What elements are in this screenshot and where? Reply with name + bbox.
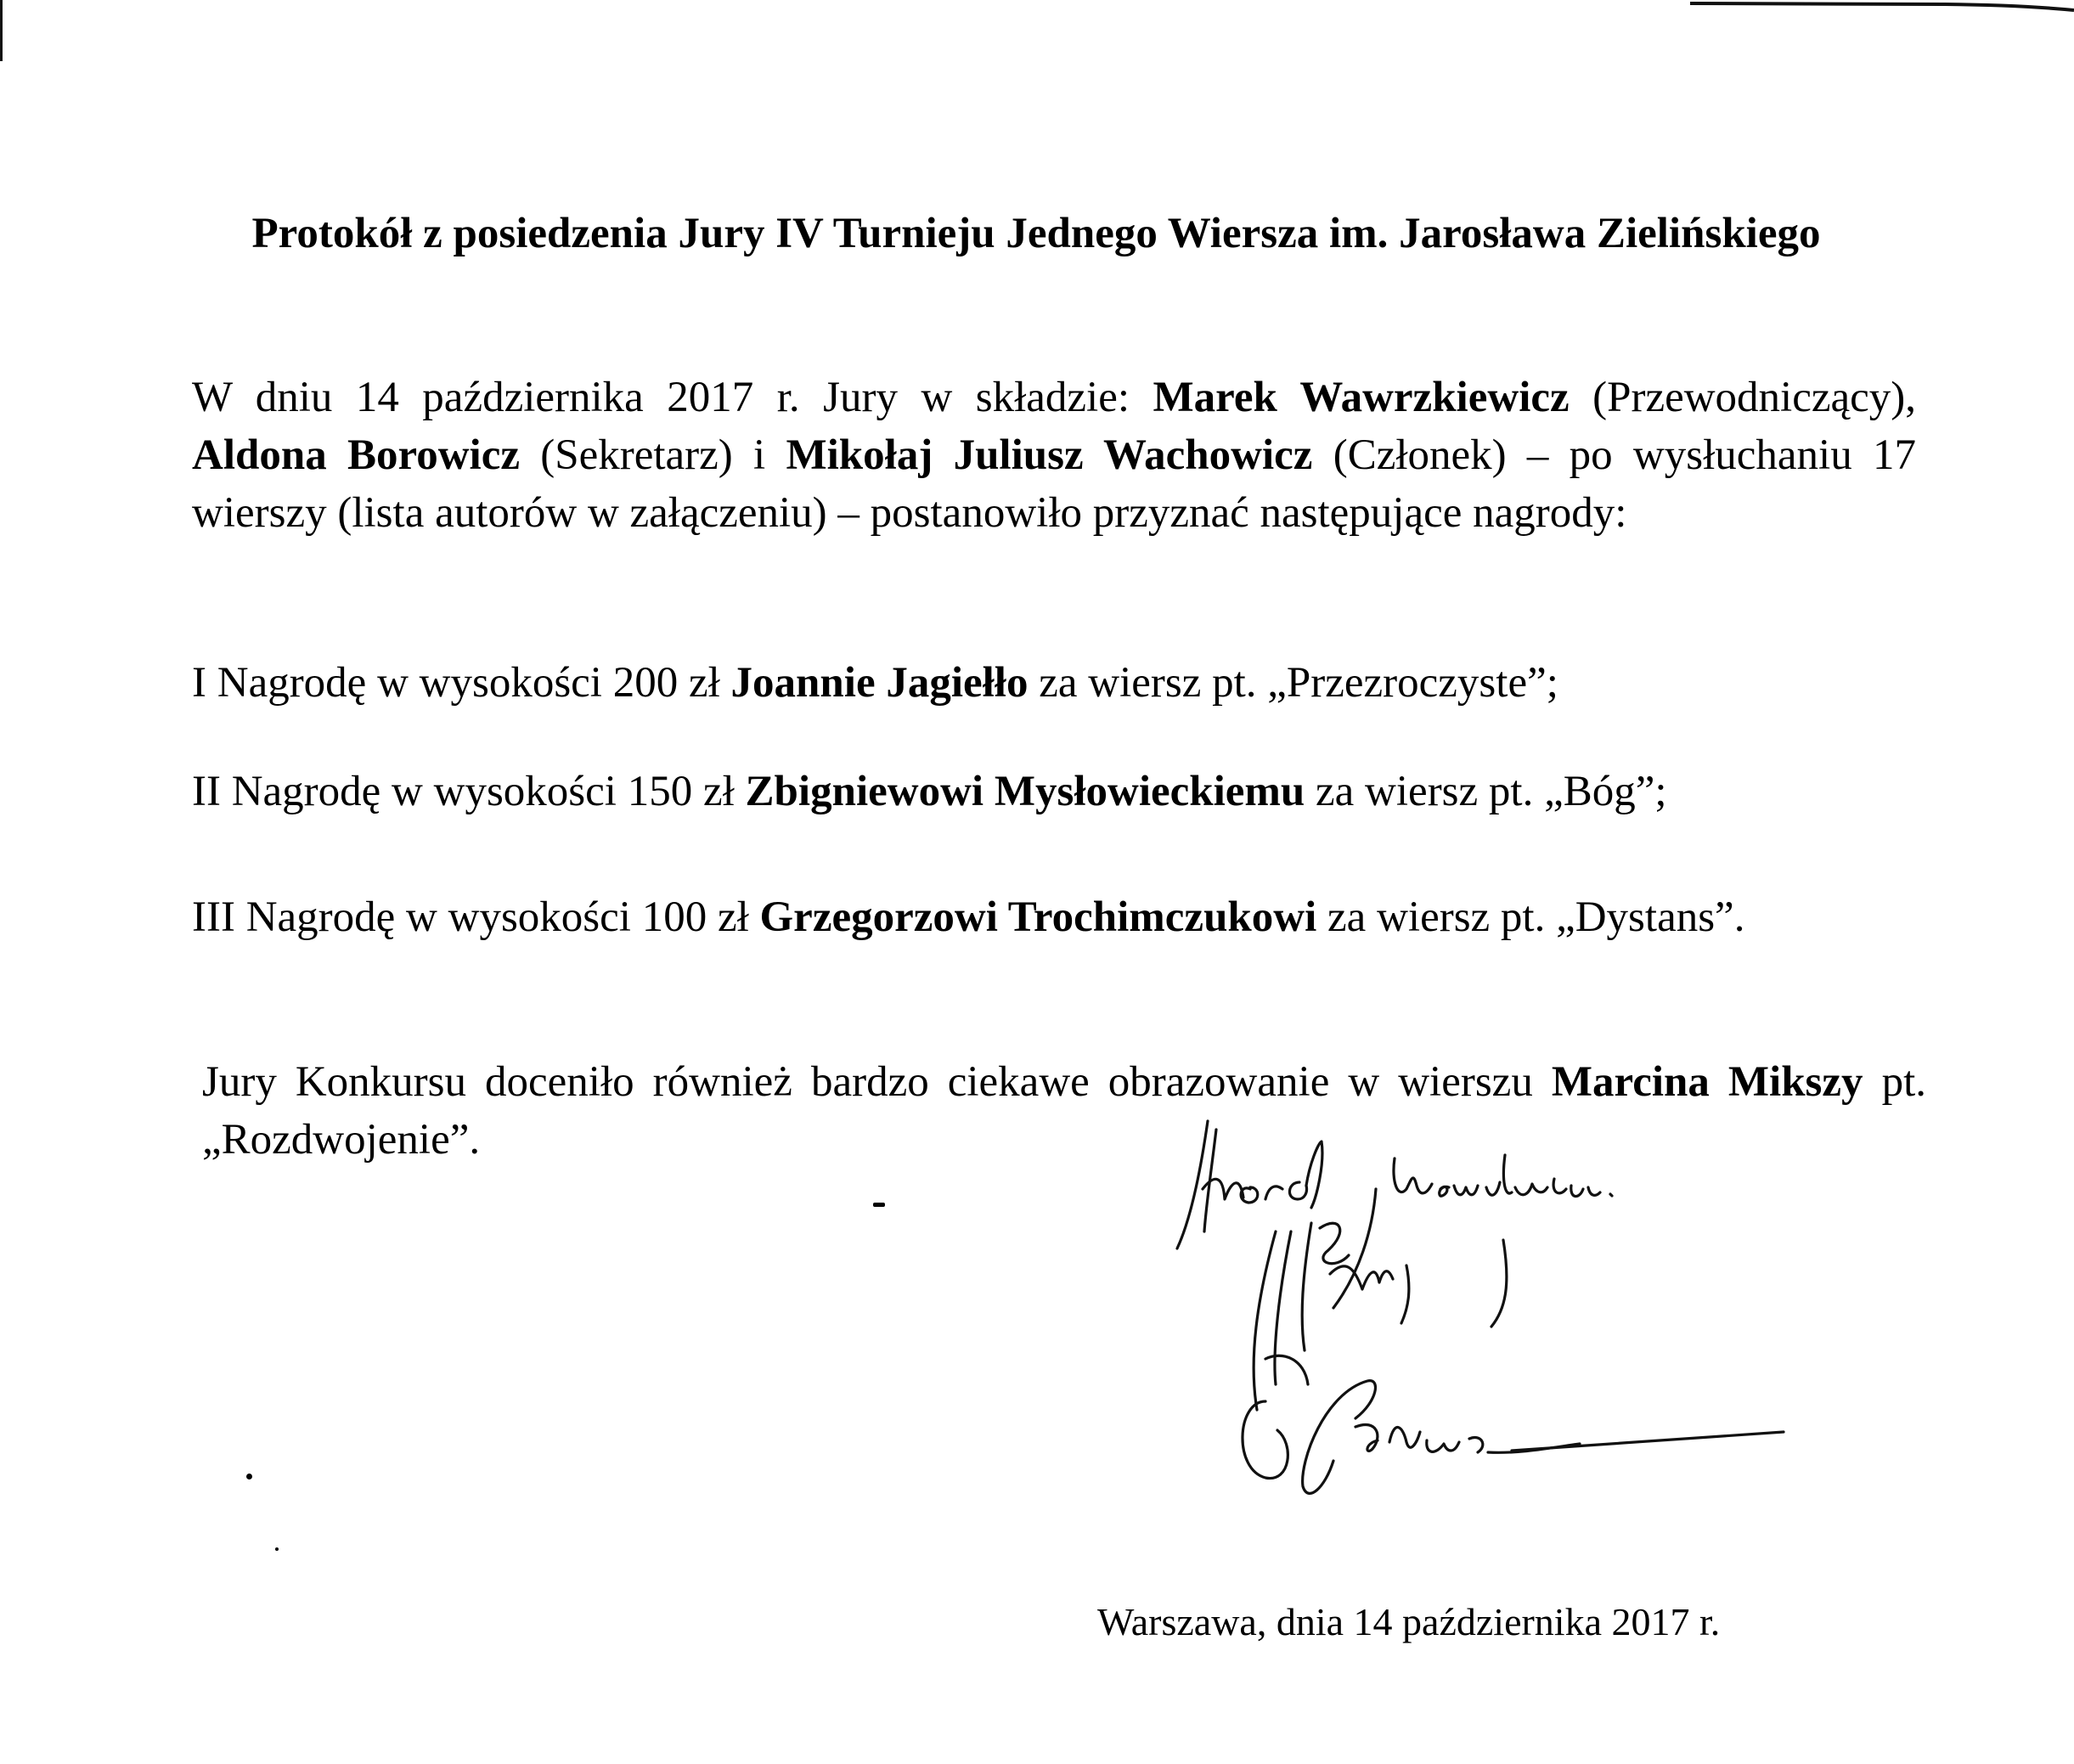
scan-edge-stroke <box>1690 0 2074 12</box>
honorable-mention-paragraph: Jury Konkursu doceniło również bardzo ciekawe obrazowanie w wierszu Marcina Mikszy pt. „Rozdwojenie”. <box>202 1058 1926 1164</box>
third-prize-paragraph: III Nagrodę w wysokości 100 zł Grzegorzowi Trochimczukowi za wiersz pt. „Dystans”. <box>192 893 1745 941</box>
second-prize-paragraph: II Nagrodę w wysokości 150 zł Zbigniewowi Mysłowieckiemu za wiersz pt. „Bóg”; <box>192 768 1667 815</box>
honorable-mention-name: Marcina Mikszy <box>1551 1058 1863 1106</box>
second-prize-winner: Zbigniewowi Mysłowieckiemu <box>745 768 1305 815</box>
secretary-name: Aldona Borowicz <box>192 431 520 479</box>
scan-edge-mark <box>0 0 3 61</box>
place-and-date: Warszawa, dnia 14 października 2017 r. <box>1097 1600 1721 1643</box>
intro-paragraph: W dniu 14 października 2017 r. Jury w składzie: Marek Wawrzkiewicz (Przewodniczący), Aldona Borowicz (Sekretarz) i Mikołaj Juliusz Wachowicz (Członek) – po wysłuchaniu 17 wierszy (lista autorów w załączeniu) – postanowiło przyznać następujące nagrody: <box>192 374 1916 537</box>
first-prize-paragraph: I Nagrodę w wysokości 200 zł Joannie Jagiełło za wiersz pt. „Przezroczyste”; <box>192 659 1558 707</box>
document-title: Protokół z posiedzenia Jury IV Turnieju Jednego Wiersza im. Jarosława Zielińskiego <box>251 210 1821 257</box>
chair-name: Marek Wawrzkiewicz <box>1153 374 1570 421</box>
signature-chair <box>1177 1121 1612 1248</box>
scan-speck <box>246 1474 252 1479</box>
scan-speck <box>873 1203 885 1207</box>
member-name: Mikołaj Juliusz Wachowicz <box>786 431 1313 479</box>
scan-speck <box>275 1547 279 1551</box>
signatures-block <box>1155 1104 1834 1546</box>
first-prize-winner: Joannie Jagiełło <box>730 659 1029 707</box>
signature-secretary <box>1254 1189 1507 1410</box>
third-prize-winner: Grzegorzowi Trochimczukowi <box>759 893 1317 941</box>
signature-member <box>1243 1381 1784 1494</box>
